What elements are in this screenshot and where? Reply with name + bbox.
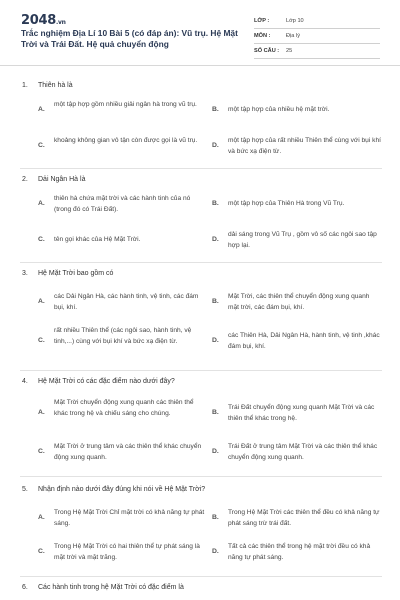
logo-main: 2048 xyxy=(21,13,56,28)
meta-value: Địa lý xyxy=(286,33,300,39)
site-logo[interactable] xyxy=(21,13,66,28)
question-text: 3. Hệ Mặt Trời bao gồm có xyxy=(22,270,114,277)
question-text: 2. Dải Ngân Hà là xyxy=(22,176,86,183)
meta-row-subject xyxy=(254,29,380,44)
logo-suffix: .vn xyxy=(55,19,66,26)
page-header xyxy=(0,0,400,66)
question-text: 5. Nhận định nào dưới đây đúng khi nói về Hệ Mặt Trời? xyxy=(22,486,206,493)
meta-key: MÔN : xyxy=(254,33,271,39)
divider xyxy=(20,576,382,577)
meta-row-count xyxy=(254,44,380,59)
meta-table xyxy=(254,14,380,59)
question-text: 4. Hệ Mặt Trời có các đặc điểm nào dưới đây? xyxy=(22,378,175,385)
question-text: 1. Thiên hà là xyxy=(22,82,73,89)
meta-value: 25 xyxy=(286,48,293,54)
meta-key: SỐ CÂU : xyxy=(254,48,280,54)
divider xyxy=(20,370,382,371)
question-text: 6. Các hành tinh trong hệ Mặt Trời có đặc điểm là xyxy=(22,584,184,591)
meta-row-class xyxy=(254,14,380,29)
meta-value: Lớp 10 xyxy=(286,18,304,24)
divider xyxy=(20,476,382,477)
page-title: Trắc nghiệm Địa Lí 10 Bài 5 (có đáp án): Vũ trụ. Hệ Mặt Trời và Trái Đất. Hệ quả chuyển động xyxy=(21,28,238,49)
divider xyxy=(20,262,382,263)
meta-key: LỚP : xyxy=(254,18,270,24)
divider xyxy=(20,168,382,169)
